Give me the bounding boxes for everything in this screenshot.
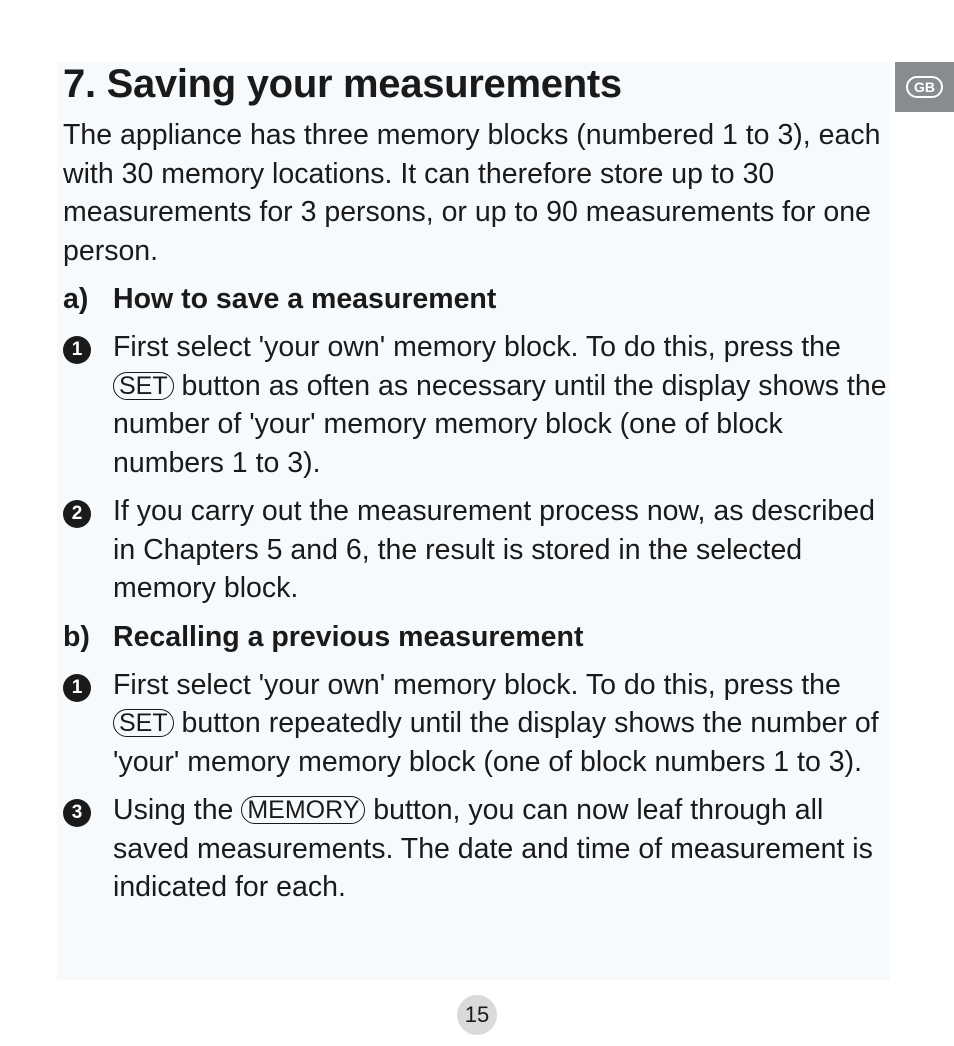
step-number-badge: 2 (63, 500, 91, 528)
step-number-badge: 1 (63, 336, 91, 364)
section-b-letter: b) (63, 620, 90, 653)
section-b-title: Recalling a previous measurement (113, 620, 584, 653)
memory-key-label: MEMORY (241, 796, 365, 824)
intro-paragraph: The appliance has three memory blocks (numbered 1 to 3), each with 30 memory locations. It can therefore store up to 30 measurements for 3 persons, or up to 90 measurements for one person. (63, 119, 881, 267)
page-content (63, 62, 893, 907)
page-title: 7. Saving your measurements (63, 62, 622, 106)
page-number: 15 (457, 995, 497, 1035)
section-a-letter: a) (63, 283, 89, 315)
step-number-badge: 3 (63, 799, 91, 827)
step-text: button repeatedly until the display shows the number of 'your' memory memory block (one of block numbers 1 to 3). (113, 707, 879, 778)
step-text: button, you can now leaf through all saved measurements. The date and time of measurement is indicated for each. (113, 794, 873, 903)
section-b-step-1 (63, 666, 893, 782)
step-text: First select 'your own' memory block. To do this, press the (113, 331, 841, 363)
section-a-title: How to save a measurement (113, 283, 497, 315)
section-a-heading (63, 280, 893, 318)
section-a-step-1 (63, 328, 893, 482)
step-text: button as often as necessary until the display shows the number of 'your' memory memory block (one of block numbers 1 to 3). (113, 369, 887, 479)
set-key-label: SET (113, 709, 174, 737)
section-b-heading (63, 618, 893, 656)
step-number-badge: 1 (63, 674, 91, 702)
step-text: First select 'your own' memory block. To do this, press the (113, 668, 841, 701)
step-text: Using the (113, 794, 242, 826)
language-tab (895, 62, 954, 112)
step-text: If you carry out the measurement process now, as described in Chapters 5 and 6, the result is stored in the selected memory block. (113, 495, 875, 604)
section-b-step-2 (63, 791, 893, 907)
section-a-step-2 (63, 492, 893, 608)
set-key-label: SET (113, 372, 174, 400)
language-badge: GB (906, 76, 943, 98)
